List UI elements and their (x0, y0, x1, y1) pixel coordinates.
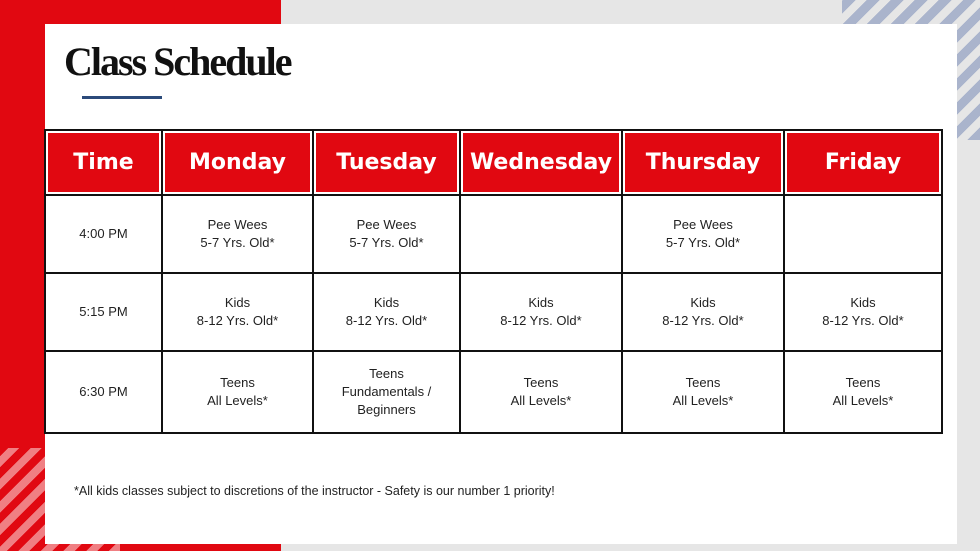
class-cell-friday (784, 195, 942, 273)
class-cell-friday (784, 273, 942, 351)
class-detail: All Levels* (832, 393, 894, 408)
class-name: Teens (845, 375, 881, 390)
class-cell-tuesday (313, 273, 460, 351)
class-cell-wednesday (460, 351, 622, 433)
class-detail: Fundamentals / (341, 384, 432, 399)
class-detail: All Levels* (207, 393, 268, 408)
header-wednesday: Wednesday (460, 130, 622, 195)
class-cell-wednesday (460, 273, 622, 351)
class-cell-friday (784, 351, 942, 433)
page-title: Class Schedule (64, 39, 291, 84)
class-detail: 8-12 Yrs. Old* (500, 313, 582, 328)
time-cell: 4:00 PM (45, 195, 162, 273)
title-underline (82, 96, 162, 99)
class-cell-monday (162, 273, 313, 351)
header-monday: Monday (162, 130, 313, 195)
time-cell: 5:15 PM (45, 273, 162, 351)
class-name: Kids (690, 295, 716, 310)
class-detail: 8-12 Yrs. Old* (196, 313, 279, 328)
class-detail: 8-12 Yrs. Old* (345, 313, 428, 328)
class-cell-thursday (622, 273, 784, 351)
class-detail: 8-12 Yrs. Old* (662, 313, 744, 328)
table-row (45, 273, 942, 351)
class-name: Kids (528, 295, 554, 310)
class-name: Pee Wees (673, 217, 733, 232)
class-detail: 5-7 Yrs. Old* (200, 235, 275, 250)
header-row (45, 130, 942, 195)
header-thursday: Thursday (622, 130, 784, 195)
class-name: Teens (523, 375, 559, 390)
class-cell-tuesday (313, 195, 460, 273)
class-detail: 5-7 Yrs. Old* (665, 235, 741, 250)
class-name: Pee Wees (356, 217, 417, 232)
class-detail: All Levels* (510, 393, 572, 408)
class-detail: 5-7 Yrs. Old* (349, 235, 424, 250)
table-row (45, 351, 942, 433)
header-tuesday: Tuesday (313, 130, 460, 195)
class-name: Teens (369, 366, 404, 381)
class-name: Kids (850, 295, 876, 310)
class-cell-thursday (622, 351, 784, 433)
time-cell: 6:30 PM (45, 351, 162, 433)
header-friday: Friday (784, 130, 942, 195)
class-cell-monday (162, 351, 313, 433)
schedule-card (45, 24, 957, 544)
class-detail: 8-12 Yrs. Old* (822, 313, 904, 328)
class-name: Teens (685, 375, 721, 390)
class-name: Pee Wees (207, 217, 268, 232)
class-detail: All Levels* (672, 393, 734, 408)
footnote: *All kids classes subject to discretions of the instructor - Safety is our number 1 priority! (74, 484, 555, 498)
class-name: Kids (224, 295, 251, 310)
class-detail-extra: Beginners (357, 402, 416, 417)
header-time: Time (45, 130, 162, 195)
class-cell-wednesday (460, 195, 622, 273)
table-row (45, 195, 942, 273)
schedule-table (44, 129, 943, 434)
class-cell-thursday (622, 195, 784, 273)
class-name: Kids (373, 295, 400, 310)
class-name: Teens (220, 375, 255, 390)
class-cell-monday (162, 195, 313, 273)
class-cell-tuesday (313, 351, 460, 433)
